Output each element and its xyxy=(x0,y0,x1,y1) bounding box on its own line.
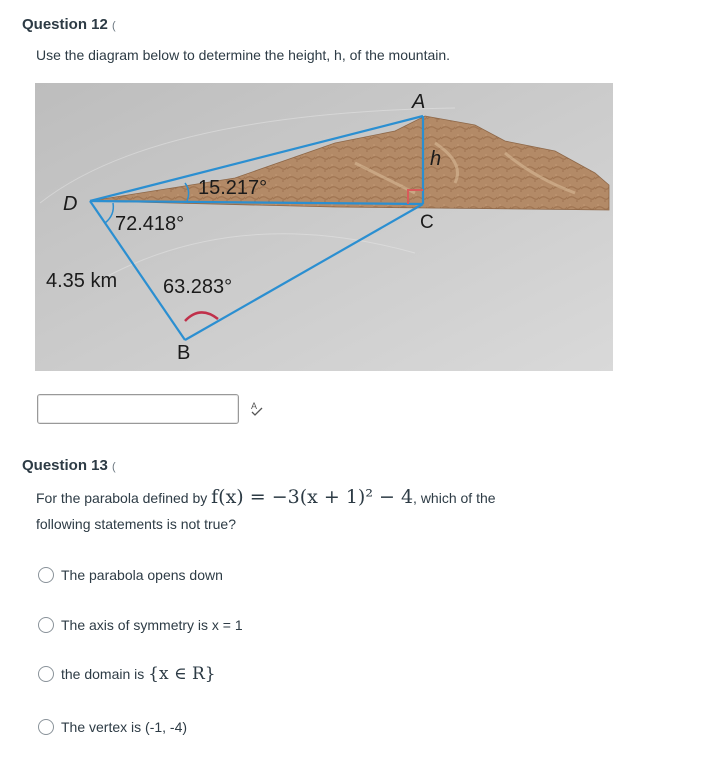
radio-button[interactable] xyxy=(38,567,54,583)
domain-math: {x ∈ R} xyxy=(148,664,216,684)
question-13-prompt-line2: following statements is not true? xyxy=(36,516,236,532)
question-12-prompt: Use the diagram below to determine the height, h, of the mountain. xyxy=(36,47,451,63)
radio-button[interactable] xyxy=(38,719,54,735)
question-13-prompt: For the parabola defined by f(x) = −3(x + 1)² − 4, which of the xyxy=(36,486,496,508)
label-C: C xyxy=(420,212,434,233)
parabola-equation: f(x) = −3(x + 1)² − 4 xyxy=(211,486,414,508)
radio-button[interactable] xyxy=(38,617,54,633)
question-12-title: Question 12 ( xyxy=(22,16,117,33)
points-fragment: ( xyxy=(112,20,117,32)
spellcheck-icon[interactable] xyxy=(250,400,264,419)
svg-text:A: A xyxy=(251,401,258,411)
label-side-DB: 4.35 km xyxy=(46,270,118,292)
label-angle-top: 15.217° xyxy=(198,177,268,199)
label-A: A xyxy=(412,91,426,113)
option-axis-of-symmetry[interactable]: The axis of symmetry is x = 1 xyxy=(38,617,243,633)
label-angle-B: 63.283° xyxy=(163,276,233,298)
option-vertex[interactable]: The vertex is (-1, -4) xyxy=(38,719,187,735)
radio-button[interactable] xyxy=(38,666,54,682)
label-angle-D: 72.418° xyxy=(115,213,185,235)
label-D: D xyxy=(63,193,78,215)
label-h: h xyxy=(430,148,442,170)
mountain-diagram xyxy=(35,83,613,371)
height-answer-input[interactable] xyxy=(37,394,239,424)
option-domain[interactable]: the domain is {x ∈ R} xyxy=(38,664,216,684)
points-fragment: ( xyxy=(112,461,117,473)
label-B: B xyxy=(177,342,191,364)
question-13-title: Question 13 ( xyxy=(22,457,117,474)
option-opens-down[interactable]: The parabola opens down xyxy=(38,567,223,583)
